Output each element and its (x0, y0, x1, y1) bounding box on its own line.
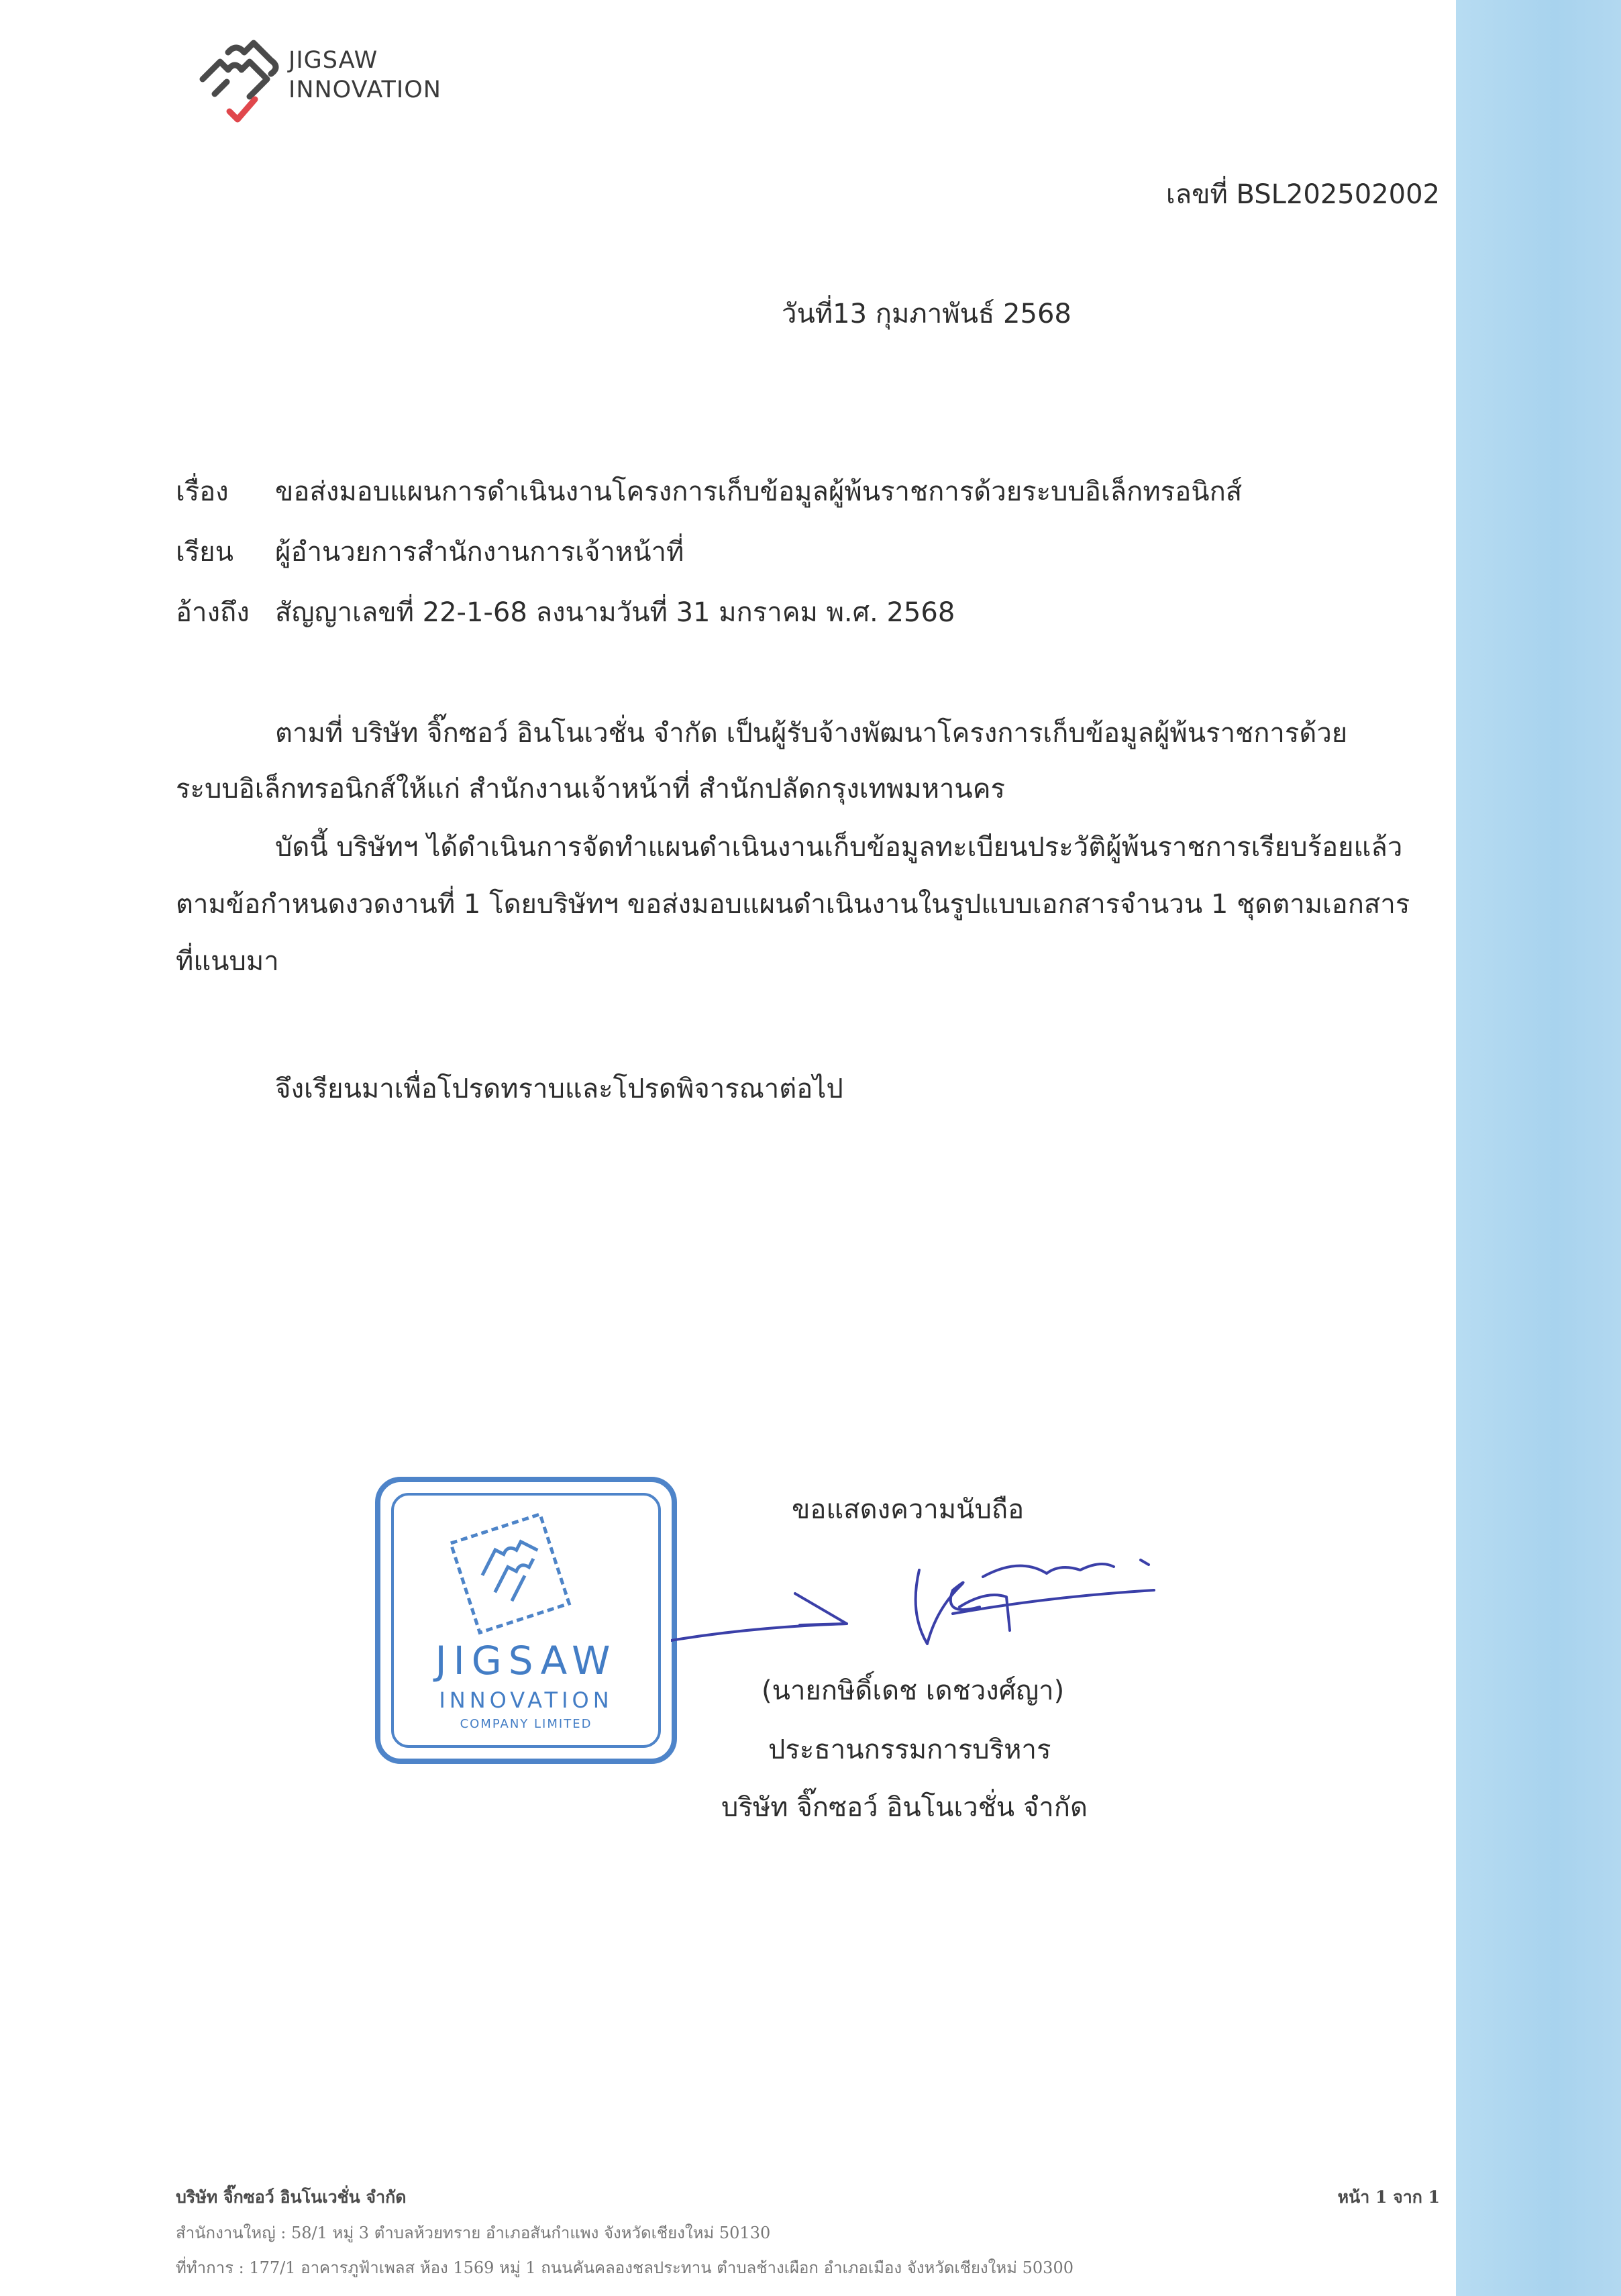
footer-head-office: สำนักงานใหญ่ : 58/1 หมู่ 3 ตำบลห้วยทราย อำเภอสันกำแพง จังหวัดเชียงใหม่ 50130 (176, 2224, 771, 2242)
subject-label: เรื่อง (176, 476, 229, 507)
regards-text: ขอแสดงความนับถือ (792, 1494, 1025, 1525)
stamp-line-1: JIGSAW (435, 1638, 617, 1683)
document-number: เลขที่ BSL202502002 (1165, 179, 1440, 210)
stamp-line-3: COMPANY LIMITED (460, 1717, 592, 1731)
stamp-line-2: INNOVATION (439, 1687, 613, 1713)
logo-line-2: INNOVATION (289, 76, 441, 103)
footer-office-address: ที่ทำการ : 177/1 อาคารภูฟ้าเพลส ห้อง 1569 หมู่ 1 ถนนคันคลองชลประทาน ตำบลช้างเผือก อำเภอเมือง จังหวัดเชียงใหม่ 50300 (176, 2258, 1074, 2277)
handwritten-signature (671, 1550, 1181, 1651)
company-logo (188, 32, 470, 126)
signatory-company: บริษัท จิ๊กซอว์ อินโนเวชั่น จำกัด (721, 1792, 1088, 1823)
company-stamp (372, 1473, 681, 1768)
paragraph-2-line-2: ตามข้อกำหนดงวดงานที่ 1 โดยบริษัทฯ ขอส่งมอบแผนดำเนินงานในรูปแบบเอกสารจำนวน 1 ชุดตามเอกสาร (176, 889, 1410, 920)
logo-line-1: JIGSAW (289, 47, 378, 74)
recipient-value: ผู้อำนวยการสำนักงานการเจ้าหน้าที่ (275, 537, 684, 568)
reference-value: สัญญาเลขที่ 22-1-68 ลงนามวันที่ 31 มกราคม พ.ศ. 2568 (275, 597, 955, 628)
document-date: วันที่13 กุมภาพันธ์ 2568 (782, 299, 1071, 329)
reference-label: อ้างถึง (176, 597, 250, 628)
jigsaw-logo-icon (188, 32, 289, 126)
paragraph-2-line-1: บัดนี้ บริษัทฯ ได้ดำเนินการจัดทำแผนดำเนินงานเก็บข้อมูลทะเบียนประวัติผู้พ้นราชการเรียบร้อยแล้ว (275, 832, 1403, 863)
signatory-position: ประธานกรรมการบริหาร (768, 1734, 1051, 1765)
paragraph-1-line-2: ระบบอิเล็กทรอนิกส์ให้แก่ สำนักงานเจ้าหน้าที่ สำนักปลัดกรุงเทพมหานคร (176, 774, 1005, 804)
subject-value: ขอส่งมอบแผนการดำเนินงานโครงการเก็บข้อมูลผู้พ้นราชการด้วยระบบอิเล็กทรอนิกส์ (275, 476, 1243, 507)
recipient-label: เรียน (176, 537, 233, 568)
footer-page-number: หน้า 1 จาก 1 (1337, 2187, 1440, 2207)
paragraph-2-line-3: ที่แนบมา (176, 946, 279, 977)
footer-company: บริษัท จิ๊กซอว์ อินโนเวชั่น จำกัด (176, 2187, 407, 2207)
side-color-band (1456, 0, 1621, 2296)
paragraph-1-line-1: ตามที่ บริษัท จิ๊กซอว์ อินโนเวชั่น จำกัด เป็นผู้รับจ้างพัฒนาโครงการเก็บข้อมูลผู้พ้นราชการด้วย (275, 718, 1348, 749)
signatory-name: (นายกษิดิ์เดช เดชวงศ์ญา) (762, 1675, 1065, 1706)
closing-sentence: จึงเรียนมาเพื่อโปรดทราบและโปรดพิจารณาต่อไป (275, 1074, 843, 1104)
logo-wordmark (289, 46, 441, 105)
